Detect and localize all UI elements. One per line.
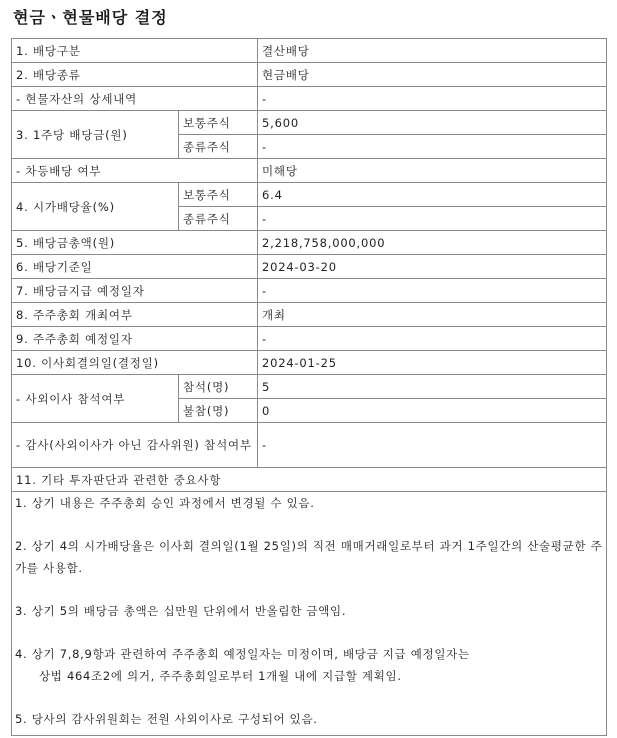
- row-value: -: [258, 135, 607, 159]
- row-sublabel: 종류주식: [179, 207, 258, 231]
- row-value: 2024-01-25: [258, 351, 607, 375]
- note-item: 1. 상기 내용은 주주총회 승인 과정에서 변경될 수 있음.: [15, 496, 315, 510]
- table-row: [12, 87, 607, 111]
- table-row: [12, 111, 607, 135]
- row-value: 미해당: [258, 159, 607, 183]
- table-row: [12, 63, 607, 87]
- row-value: -: [258, 327, 607, 351]
- note-line: 상법 464조2에 의거, 주주총회일로부터 1개월 내에 지급할 계획임.: [39, 669, 402, 683]
- table-row: [12, 303, 607, 327]
- row-sublabel: 보통주식: [179, 111, 258, 135]
- row-value: -: [258, 279, 607, 303]
- table-row: [12, 159, 607, 183]
- row-label: - 사외이사 참석여부: [12, 375, 179, 423]
- row-label: 8. 주주총회 개최여부: [12, 303, 258, 327]
- row-value: 개최: [258, 303, 607, 327]
- row-label: 1. 배당구분: [12, 39, 258, 63]
- row-value: 2024-03-20: [258, 255, 607, 279]
- row-label: - 차등배당 여부: [12, 159, 258, 183]
- row-value: -: [258, 423, 607, 468]
- table-row: [12, 231, 607, 255]
- table-row: [12, 468, 607, 492]
- table-row: [12, 39, 607, 63]
- row-sublabel: 불참(명): [179, 399, 258, 423]
- table-row: [12, 327, 607, 351]
- table-row: [12, 423, 607, 468]
- row-value: 5: [258, 375, 607, 399]
- row-value: -: [258, 87, 607, 111]
- note-item: 2. 상기 4의 시가배당율은 이사회 결의일(1월 25일)의 직전 매매거래일로부터 과거 1주일간의 산술평균한 주가를 사용함.: [15, 539, 603, 575]
- section-header: 11. 기타 투자판단과 관련한 중요사항: [12, 468, 607, 492]
- note-item: 3. 상기 5의 배당금 총액은 십만원 단위에서 반올림한 금액임.: [15, 604, 347, 618]
- row-label: - 감사(사외이사가 아닌 감사위원) 참석여부: [12, 423, 258, 468]
- row-label: 5. 배당금총액(원): [12, 231, 258, 255]
- row-label: - 현물자산의 상세내역: [12, 87, 258, 111]
- row-label: 3. 1주당 배당금(원): [12, 111, 179, 159]
- row-value: 0: [258, 399, 607, 423]
- notes-row: [12, 492, 607, 736]
- row-value: 5,600: [258, 111, 607, 135]
- row-label: 6. 배당기준일: [12, 255, 258, 279]
- table-row: [12, 351, 607, 375]
- note-item: [15, 643, 603, 687]
- note-line: 4. 상기 7,8,9항과 관련하여 주주총회 예정일자는 미정이며, 배당금 지급 예정일자는: [15, 647, 470, 661]
- row-label: 2. 배당종류: [12, 63, 258, 87]
- table-row: [12, 279, 607, 303]
- notes-cell: [12, 492, 607, 736]
- row-value: 결산배당: [258, 39, 607, 63]
- table-row: [12, 375, 607, 399]
- row-value: 6.4: [258, 183, 607, 207]
- row-value: -: [258, 207, 607, 231]
- table-row: [12, 255, 607, 279]
- row-label: 10. 이사회결의일(결정일): [12, 351, 258, 375]
- page-title: 현금ㆍ현물배당 결정: [13, 8, 168, 27]
- table-row: [12, 183, 607, 207]
- dividend-table: [11, 38, 607, 736]
- row-value: 2,218,758,000,000: [258, 231, 607, 255]
- row-sublabel: 보통주식: [179, 183, 258, 207]
- row-label: 9. 주주총회 예정일자: [12, 327, 258, 351]
- row-label: 4. 시가배당율(%): [12, 183, 179, 231]
- row-value: 현금배당: [258, 63, 607, 87]
- row-sublabel: 참석(명): [179, 375, 258, 399]
- row-label: 7. 배당금지급 예정일자: [12, 279, 258, 303]
- row-sublabel: 종류주식: [179, 135, 258, 159]
- note-item: 5. 당사의 감사위원회는 전원 사외이사로 구성되어 있음.: [15, 712, 318, 726]
